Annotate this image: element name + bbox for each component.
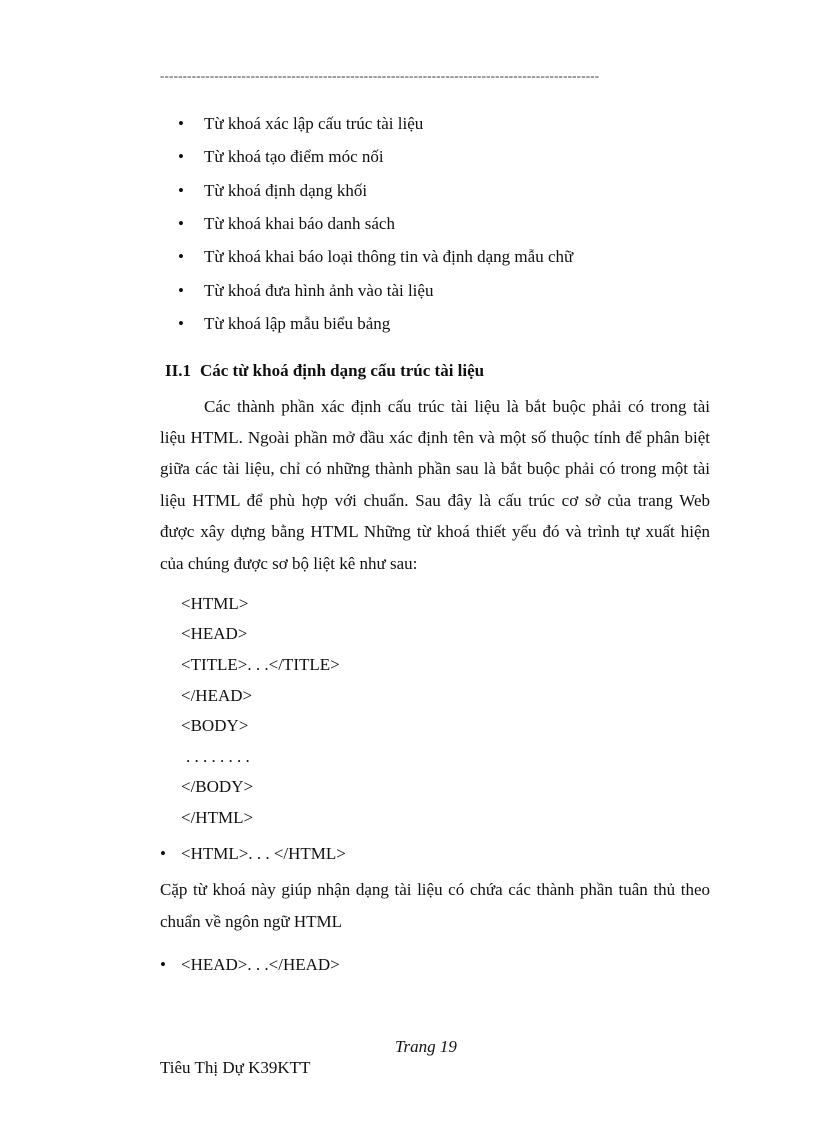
paragraph-line: Các thành phần xác định cấu trúc tài liệu là bắt buộc phải có trong tài — [204, 397, 710, 416]
list-item: • Từ khoá lập mẫu biểu bảng — [178, 314, 391, 333]
footer-author: Tiêu Thị Dự K39KTT — [160, 1058, 311, 1077]
list-item: • <HTML>. . . </HTML> — [160, 844, 346, 863]
bullet-icon: • — [178, 114, 184, 133]
page-number: Trang 19 — [395, 1037, 457, 1056]
bullet-icon: • — [178, 181, 184, 200]
section-heading — [165, 361, 484, 381]
section-number: II.1 — [165, 361, 191, 380]
paragraph-line: của chúng được sơ bộ liệt kê như sau: — [160, 554, 418, 573]
paragraph-line: Cặp từ khoá này giúp nhận dạng tài liệu có chứa các thành phần tuân thủ theo — [160, 880, 710, 899]
list-item: • <HEAD>. . .</HEAD> — [160, 955, 340, 974]
bullet-icon: • — [178, 247, 184, 266]
paragraph-line: chuẩn về ngôn ngữ HTML — [160, 912, 343, 931]
bullet-icon: • — [178, 281, 184, 300]
list-item: • Từ khoá khai báo loại thông tin và định dạng mẫu chữ — [178, 247, 574, 266]
bullet-icon: • — [178, 214, 184, 233]
paragraph-line: liệu HTML. Ngoài phần mở đầu xác định tên và một số thuộc tính để phân biệt — [160, 428, 710, 447]
list-item: • Từ khoá xác lập cấu trúc tài liệu — [178, 114, 424, 133]
code-line: </HEAD> — [181, 686, 253, 705]
bullet-icon: • — [160, 955, 166, 974]
code-line: . . . . . . . . — [186, 747, 250, 766]
paragraph-line: được xây dựng bằng HTML Những từ khoá thiết yếu đó và trình tự xuất hiện — [160, 522, 710, 541]
code-line: </HTML> — [181, 808, 254, 827]
bullet-icon: • — [178, 314, 184, 333]
bullet-icon: • — [178, 147, 184, 166]
paragraph-line: liệu HTML để phù hợp với chuẩn. Sau đây là cấu trúc cơ sở của trang Web — [160, 491, 710, 510]
bullet-icon: • — [160, 844, 166, 863]
list-item: • Từ khoá định dạng khối — [178, 181, 368, 200]
code-line: <HTML> — [181, 594, 249, 613]
list-item: • Từ khoá tạo điểm móc nối — [178, 147, 384, 166]
code-line: <HEAD> — [181, 624, 248, 643]
section-title: Các từ khoá định dạng cấu trúc tài liệu — [199, 361, 485, 380]
paragraph-line: giữa các tài liệu, chỉ có những thành phần sau là bắt buộc phải có trong một tài — [160, 459, 710, 478]
code-line: </BODY> — [181, 777, 254, 796]
list-item: • Từ khoá khai báo danh sách — [178, 214, 395, 233]
code-line: <TITLE>. . .</TITLE> — [181, 655, 340, 674]
code-line: <BODY> — [181, 716, 249, 735]
header-rule: ------------------------------------------------------------------------------------------------- — [160, 68, 600, 83]
list-item: • Từ khoá đưa hình ảnh vào tài liệu — [178, 281, 434, 300]
